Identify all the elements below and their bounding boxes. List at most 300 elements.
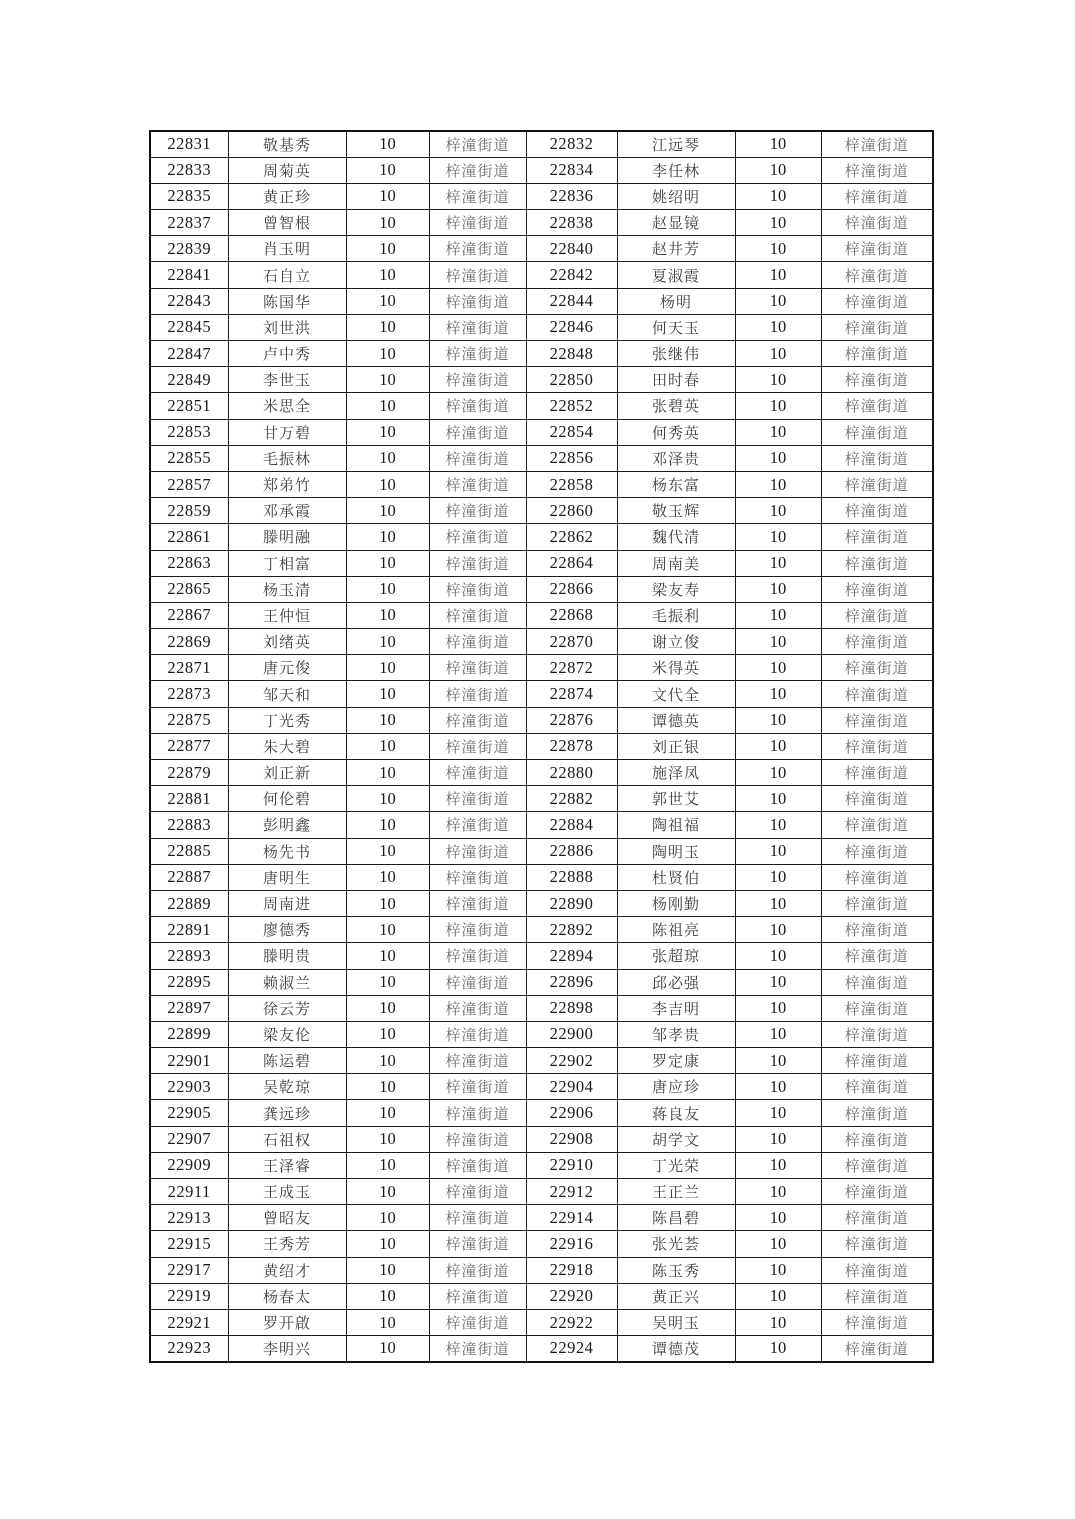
name-cell: 唐应珍 — [617, 1074, 735, 1100]
amount-cell: 10 — [735, 943, 821, 969]
street-cell: 梓潼街道 — [429, 864, 526, 890]
id-cell: 22908 — [526, 1126, 617, 1152]
name-cell: 丁光秀 — [228, 707, 346, 733]
name-cell: 丁相富 — [228, 550, 346, 576]
name-cell: 江远琴 — [617, 131, 735, 157]
amount-cell: 10 — [735, 733, 821, 759]
street-cell: 梓潼街道 — [821, 1283, 933, 1309]
id-cell: 22895 — [150, 969, 228, 995]
id-cell: 22896 — [526, 969, 617, 995]
table-row — [150, 890, 933, 916]
street-cell: 梓潼街道 — [821, 288, 933, 314]
name-cell: 曾昭友 — [228, 1205, 346, 1231]
table-row — [150, 210, 933, 236]
name-cell: 甘万碧 — [228, 419, 346, 445]
amount-cell: 10 — [735, 602, 821, 628]
street-cell: 梓潼街道 — [429, 288, 526, 314]
name-cell: 陶祖福 — [617, 812, 735, 838]
amount-cell: 10 — [346, 419, 429, 445]
table-row — [150, 969, 933, 995]
table-row — [150, 288, 933, 314]
id-cell: 22837 — [150, 210, 228, 236]
street-cell: 梓潼街道 — [821, 1179, 933, 1205]
table-row — [150, 629, 933, 655]
table-row — [150, 707, 933, 733]
amount-cell: 10 — [346, 786, 429, 812]
amount-cell: 10 — [735, 629, 821, 655]
name-cell: 石自立 — [228, 262, 346, 288]
street-cell: 梓潼街道 — [429, 655, 526, 681]
table-row — [150, 550, 933, 576]
name-cell: 刘世洪 — [228, 314, 346, 340]
name-cell: 何天玉 — [617, 314, 735, 340]
name-cell: 何秀英 — [617, 419, 735, 445]
id-cell: 22920 — [526, 1283, 617, 1309]
street-cell: 梓潼街道 — [429, 1309, 526, 1335]
id-cell: 22893 — [150, 943, 228, 969]
id-cell: 22836 — [526, 183, 617, 209]
street-cell: 梓潼街道 — [821, 707, 933, 733]
name-cell: 石祖权 — [228, 1126, 346, 1152]
name-cell: 李吉明 — [617, 995, 735, 1021]
amount-cell: 10 — [735, 890, 821, 916]
id-cell: 22842 — [526, 262, 617, 288]
id-cell: 22841 — [150, 262, 228, 288]
amount-cell: 10 — [346, 943, 429, 969]
street-cell: 梓潼街道 — [429, 1152, 526, 1178]
id-cell: 22881 — [150, 786, 228, 812]
name-cell: 丁光荣 — [617, 1152, 735, 1178]
street-cell: 梓潼街道 — [429, 367, 526, 393]
amount-cell: 10 — [346, 1336, 429, 1362]
name-cell: 郑弟竹 — [228, 471, 346, 497]
name-cell: 田时春 — [617, 367, 735, 393]
id-cell: 22862 — [526, 524, 617, 550]
id-cell: 22910 — [526, 1152, 617, 1178]
street-cell: 梓潼街道 — [821, 1152, 933, 1178]
id-cell: 22888 — [526, 864, 617, 890]
street-cell: 梓潼街道 — [821, 550, 933, 576]
amount-cell: 10 — [735, 707, 821, 733]
id-cell: 22868 — [526, 602, 617, 628]
id-cell: 22845 — [150, 314, 228, 340]
name-cell: 邱必强 — [617, 969, 735, 995]
id-cell: 22892 — [526, 917, 617, 943]
name-cell: 曾智根 — [228, 210, 346, 236]
amount-cell: 10 — [735, 419, 821, 445]
amount-cell: 10 — [735, 1205, 821, 1231]
id-cell: 22844 — [526, 288, 617, 314]
table-row — [150, 917, 933, 943]
street-cell: 梓潼街道 — [429, 707, 526, 733]
table-row — [150, 1257, 933, 1283]
id-cell: 22861 — [150, 524, 228, 550]
id-cell: 22883 — [150, 812, 228, 838]
table-row — [150, 786, 933, 812]
street-cell: 梓潼街道 — [429, 341, 526, 367]
table-row — [150, 655, 933, 681]
street-cell: 梓潼街道 — [821, 733, 933, 759]
street-cell: 梓潼街道 — [429, 629, 526, 655]
id-cell: 22923 — [150, 1336, 228, 1362]
table-row — [150, 445, 933, 471]
amount-cell: 10 — [735, 210, 821, 236]
street-cell: 梓潼街道 — [821, 629, 933, 655]
amount-cell: 10 — [346, 1126, 429, 1152]
id-cell: 22907 — [150, 1126, 228, 1152]
amount-cell: 10 — [735, 288, 821, 314]
table-row — [150, 1126, 933, 1152]
table-row — [150, 838, 933, 864]
street-cell: 梓潼街道 — [429, 969, 526, 995]
amount-cell: 10 — [735, 445, 821, 471]
id-cell: 22899 — [150, 1021, 228, 1047]
street-cell: 梓潼街道 — [821, 524, 933, 550]
name-cell: 邓承霞 — [228, 498, 346, 524]
name-cell: 唐明生 — [228, 864, 346, 890]
table-row — [150, 419, 933, 445]
name-cell: 滕明融 — [228, 524, 346, 550]
street-cell: 梓潼街道 — [821, 812, 933, 838]
name-cell: 谭德茂 — [617, 1336, 735, 1362]
amount-cell: 10 — [346, 367, 429, 393]
amount-cell: 10 — [346, 576, 429, 602]
street-cell: 梓潼街道 — [821, 838, 933, 864]
id-cell: 22867 — [150, 602, 228, 628]
name-cell: 施泽凤 — [617, 760, 735, 786]
street-cell: 梓潼街道 — [821, 995, 933, 1021]
street-cell: 梓潼街道 — [821, 1074, 933, 1100]
street-cell: 梓潼街道 — [429, 1074, 526, 1100]
id-cell: 22833 — [150, 157, 228, 183]
id-cell: 22914 — [526, 1205, 617, 1231]
street-cell: 梓潼街道 — [429, 681, 526, 707]
table-row — [150, 262, 933, 288]
street-cell: 梓潼街道 — [821, 1021, 933, 1047]
amount-cell: 10 — [346, 1257, 429, 1283]
amount-cell: 10 — [735, 1336, 821, 1362]
amount-cell: 10 — [735, 314, 821, 340]
id-cell: 22890 — [526, 890, 617, 916]
name-cell: 魏代清 — [617, 524, 735, 550]
table-row — [150, 1179, 933, 1205]
id-cell: 22865 — [150, 576, 228, 602]
id-cell: 22874 — [526, 681, 617, 707]
id-cell: 22900 — [526, 1021, 617, 1047]
street-cell: 梓潼街道 — [821, 1231, 933, 1257]
amount-cell: 10 — [735, 1152, 821, 1178]
amount-cell: 10 — [735, 760, 821, 786]
street-cell: 梓潼街道 — [821, 655, 933, 681]
amount-cell: 10 — [346, 812, 429, 838]
amount-cell: 10 — [735, 995, 821, 1021]
amount-cell: 10 — [735, 1074, 821, 1100]
id-cell: 22898 — [526, 995, 617, 1021]
street-cell: 梓潼街道 — [821, 917, 933, 943]
amount-cell: 10 — [346, 157, 429, 183]
id-cell: 22885 — [150, 838, 228, 864]
amount-cell: 10 — [735, 786, 821, 812]
name-cell: 廖德秀 — [228, 917, 346, 943]
id-cell: 22880 — [526, 760, 617, 786]
street-cell: 梓潼街道 — [429, 471, 526, 497]
name-cell: 夏淑霞 — [617, 262, 735, 288]
table-row — [150, 1074, 933, 1100]
id-cell: 22835 — [150, 183, 228, 209]
id-cell: 22879 — [150, 760, 228, 786]
name-cell: 周菊英 — [228, 157, 346, 183]
name-cell: 梁友寿 — [617, 576, 735, 602]
id-cell: 22856 — [526, 445, 617, 471]
id-cell: 22854 — [526, 419, 617, 445]
name-cell: 罗定康 — [617, 1048, 735, 1074]
table-row — [150, 393, 933, 419]
amount-cell: 10 — [735, 341, 821, 367]
name-cell: 朱大碧 — [228, 733, 346, 759]
name-cell: 李明兴 — [228, 1336, 346, 1362]
table-row — [150, 1100, 933, 1126]
street-cell: 梓潼街道 — [429, 602, 526, 628]
street-cell: 梓潼街道 — [821, 1257, 933, 1283]
street-cell: 梓潼街道 — [429, 1048, 526, 1074]
id-cell: 22873 — [150, 681, 228, 707]
table-row — [150, 681, 933, 707]
amount-cell: 10 — [346, 210, 429, 236]
id-cell: 22887 — [150, 864, 228, 890]
street-cell: 梓潼街道 — [821, 471, 933, 497]
street-cell: 梓潼街道 — [821, 760, 933, 786]
id-cell: 22902 — [526, 1048, 617, 1074]
amount-cell: 10 — [346, 917, 429, 943]
name-cell: 肖玉明 — [228, 236, 346, 262]
amount-cell: 10 — [735, 183, 821, 209]
street-cell: 梓潼街道 — [429, 262, 526, 288]
street-cell: 梓潼街道 — [429, 157, 526, 183]
id-cell: 22853 — [150, 419, 228, 445]
name-cell: 赖淑兰 — [228, 969, 346, 995]
street-cell: 梓潼街道 — [429, 131, 526, 157]
id-cell: 22878 — [526, 733, 617, 759]
amount-cell: 10 — [346, 864, 429, 890]
amount-cell: 10 — [346, 341, 429, 367]
street-cell: 梓潼街道 — [429, 236, 526, 262]
amount-cell: 10 — [346, 1205, 429, 1231]
id-cell: 22860 — [526, 498, 617, 524]
street-cell: 梓潼街道 — [429, 890, 526, 916]
id-cell: 22852 — [526, 393, 617, 419]
name-cell: 杨春太 — [228, 1283, 346, 1309]
name-cell: 郭世艾 — [617, 786, 735, 812]
amount-cell: 10 — [735, 262, 821, 288]
name-cell: 胡学文 — [617, 1126, 735, 1152]
table-row — [150, 1283, 933, 1309]
id-cell: 22847 — [150, 341, 228, 367]
amount-cell: 10 — [735, 393, 821, 419]
id-cell: 22901 — [150, 1048, 228, 1074]
street-cell: 梓潼街道 — [429, 786, 526, 812]
name-cell: 刘绪英 — [228, 629, 346, 655]
name-cell: 王秀芳 — [228, 1231, 346, 1257]
street-cell: 梓潼街道 — [821, 602, 933, 628]
id-cell: 22838 — [526, 210, 617, 236]
street-cell: 梓潼街道 — [821, 1309, 933, 1335]
id-cell: 22834 — [526, 157, 617, 183]
id-cell: 22919 — [150, 1283, 228, 1309]
amount-cell: 10 — [735, 1021, 821, 1047]
street-cell: 梓潼街道 — [821, 890, 933, 916]
table-row — [150, 1152, 933, 1178]
amount-cell: 10 — [346, 760, 429, 786]
amount-cell: 10 — [735, 157, 821, 183]
name-cell: 周南美 — [617, 550, 735, 576]
id-cell: 22882 — [526, 786, 617, 812]
name-cell: 李任林 — [617, 157, 735, 183]
table-row — [150, 576, 933, 602]
table-row — [150, 943, 933, 969]
id-cell: 22869 — [150, 629, 228, 655]
amount-cell: 10 — [346, 969, 429, 995]
name-cell: 滕明贵 — [228, 943, 346, 969]
amount-cell: 10 — [735, 969, 821, 995]
street-cell: 梓潼街道 — [821, 183, 933, 209]
name-cell: 邓泽贵 — [617, 445, 735, 471]
name-cell: 陈昌碧 — [617, 1205, 735, 1231]
amount-cell: 10 — [346, 707, 429, 733]
street-cell: 梓潼街道 — [429, 393, 526, 419]
id-cell: 22924 — [526, 1336, 617, 1362]
street-cell: 梓潼街道 — [429, 733, 526, 759]
street-cell: 梓潼街道 — [821, 1126, 933, 1152]
amount-cell: 10 — [346, 445, 429, 471]
street-cell: 梓潼街道 — [429, 550, 526, 576]
amount-cell: 10 — [735, 917, 821, 943]
street-cell: 梓潼街道 — [429, 917, 526, 943]
id-cell: 22911 — [150, 1179, 228, 1205]
id-cell: 22894 — [526, 943, 617, 969]
name-cell: 黄绍才 — [228, 1257, 346, 1283]
amount-cell: 10 — [735, 655, 821, 681]
street-cell: 梓潼街道 — [821, 157, 933, 183]
amount-cell: 10 — [346, 314, 429, 340]
id-cell: 22886 — [526, 838, 617, 864]
amount-cell: 10 — [346, 602, 429, 628]
street-cell: 梓潼街道 — [821, 341, 933, 367]
name-cell: 米思全 — [228, 393, 346, 419]
name-cell: 邹天和 — [228, 681, 346, 707]
amount-cell: 10 — [735, 864, 821, 890]
id-cell: 22922 — [526, 1309, 617, 1335]
id-cell: 22864 — [526, 550, 617, 576]
id-cell: 22916 — [526, 1231, 617, 1257]
id-cell: 22906 — [526, 1100, 617, 1126]
amount-cell: 10 — [735, 812, 821, 838]
street-cell: 梓潼街道 — [429, 812, 526, 838]
table-row — [150, 314, 933, 340]
amount-cell: 10 — [346, 681, 429, 707]
name-cell: 杨先书 — [228, 838, 346, 864]
table-row — [150, 602, 933, 628]
id-cell: 22876 — [526, 707, 617, 733]
id-cell: 22891 — [150, 917, 228, 943]
id-cell: 22872 — [526, 655, 617, 681]
amount-cell: 10 — [735, 576, 821, 602]
street-cell: 梓潼街道 — [821, 1205, 933, 1231]
id-cell: 22857 — [150, 471, 228, 497]
table-row — [150, 760, 933, 786]
name-cell: 黄正兴 — [617, 1283, 735, 1309]
id-cell: 22846 — [526, 314, 617, 340]
amount-cell: 10 — [735, 1231, 821, 1257]
table-row — [150, 471, 933, 497]
id-cell: 22858 — [526, 471, 617, 497]
street-cell: 梓潼街道 — [429, 419, 526, 445]
amount-cell: 10 — [735, 524, 821, 550]
name-cell: 谢立俊 — [617, 629, 735, 655]
amount-cell: 10 — [346, 471, 429, 497]
id-cell: 22843 — [150, 288, 228, 314]
amount-cell: 10 — [346, 1283, 429, 1309]
id-cell: 22917 — [150, 1257, 228, 1283]
amount-cell: 10 — [346, 1048, 429, 1074]
street-cell: 梓潼街道 — [429, 1205, 526, 1231]
amount-cell: 10 — [346, 183, 429, 209]
street-cell: 梓潼街道 — [821, 786, 933, 812]
street-cell: 梓潼街道 — [429, 1100, 526, 1126]
street-cell: 梓潼街道 — [821, 969, 933, 995]
name-cell: 唐元俊 — [228, 655, 346, 681]
name-cell: 周南进 — [228, 890, 346, 916]
name-cell: 张继伟 — [617, 341, 735, 367]
amount-cell: 10 — [735, 131, 821, 157]
street-cell: 梓潼街道 — [429, 1179, 526, 1205]
table-row — [150, 131, 933, 157]
name-cell: 米得英 — [617, 655, 735, 681]
name-cell: 徐云芳 — [228, 995, 346, 1021]
amount-cell: 10 — [346, 1231, 429, 1257]
street-cell: 梓潼街道 — [429, 1283, 526, 1309]
street-cell: 梓潼街道 — [429, 524, 526, 550]
name-cell: 张碧英 — [617, 393, 735, 419]
name-cell: 蒋良友 — [617, 1100, 735, 1126]
table-row — [150, 367, 933, 393]
amount-cell: 10 — [735, 1309, 821, 1335]
id-cell: 22903 — [150, 1074, 228, 1100]
table-row — [150, 498, 933, 524]
table-row — [150, 341, 933, 367]
name-cell: 卢中秀 — [228, 341, 346, 367]
name-cell: 陶明玉 — [617, 838, 735, 864]
name-cell: 王泽睿 — [228, 1152, 346, 1178]
table-row — [150, 1309, 933, 1335]
id-cell: 22831 — [150, 131, 228, 157]
name-cell: 吴明玉 — [617, 1309, 735, 1335]
street-cell: 梓潼街道 — [821, 210, 933, 236]
street-cell: 梓潼街道 — [821, 367, 933, 393]
street-cell: 梓潼街道 — [821, 131, 933, 157]
amount-cell: 10 — [735, 236, 821, 262]
id-cell: 22904 — [526, 1074, 617, 1100]
name-cell: 赵井芳 — [617, 236, 735, 262]
table-row — [150, 733, 933, 759]
street-cell: 梓潼街道 — [429, 760, 526, 786]
id-cell: 22913 — [150, 1205, 228, 1231]
name-cell: 陈玉秀 — [617, 1257, 735, 1283]
table-row — [150, 812, 933, 838]
street-cell: 梓潼街道 — [821, 393, 933, 419]
name-cell: 敬基秀 — [228, 131, 346, 157]
name-cell: 杨明 — [617, 288, 735, 314]
amount-cell: 10 — [735, 1100, 821, 1126]
